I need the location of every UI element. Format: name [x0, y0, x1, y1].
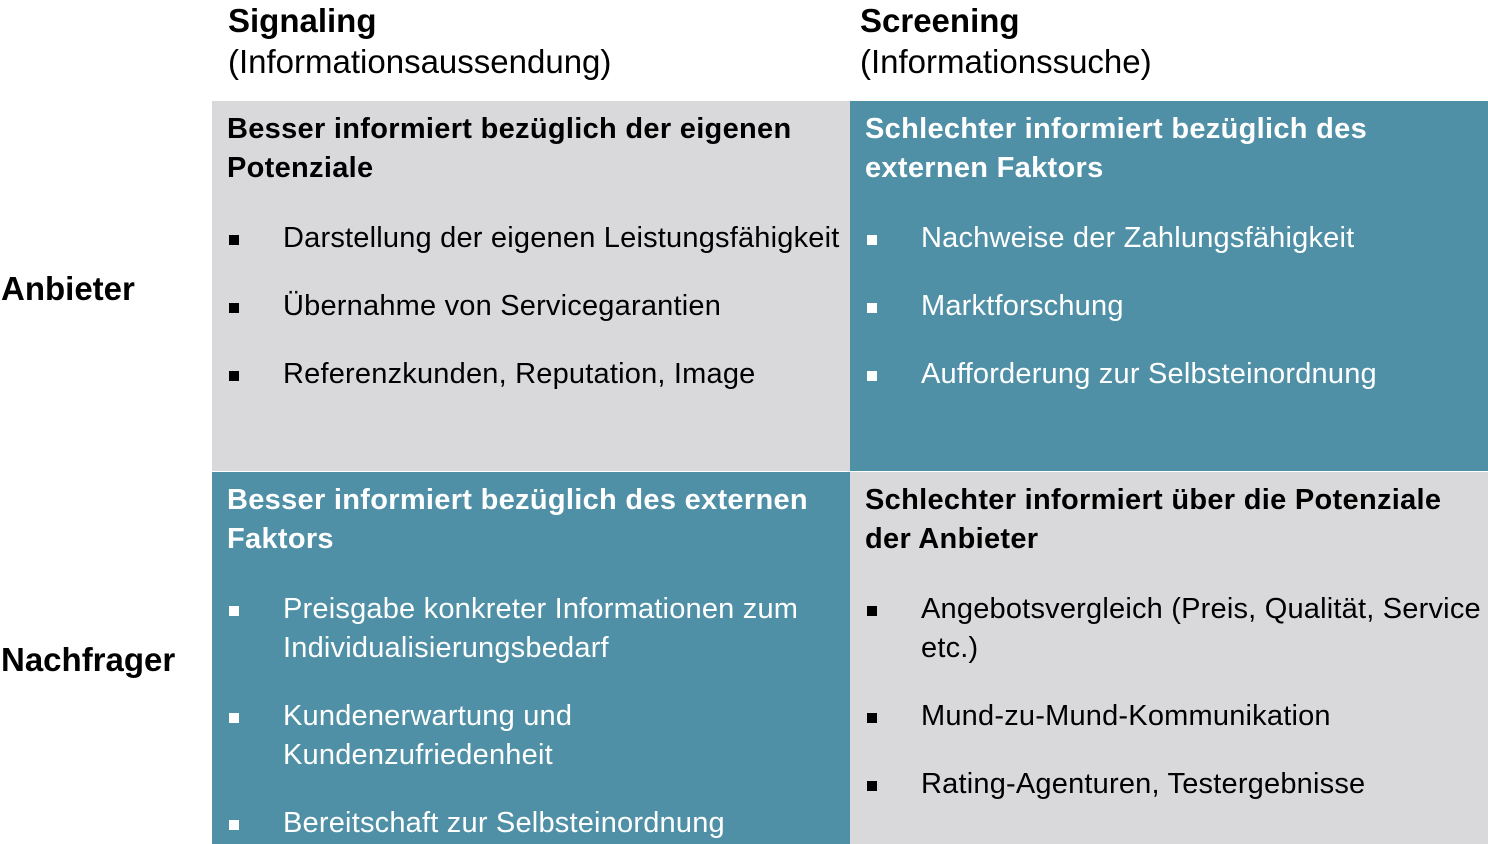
list-item — [865, 355, 1488, 394]
list-item — [865, 590, 1488, 668]
square-bullet-icon — [867, 235, 877, 245]
column-header-screening — [860, 0, 1152, 82]
square-bullet-icon — [867, 713, 877, 723]
cell-anbieter-signaling — [212, 101, 850, 471]
list-item — [227, 804, 850, 843]
cell-title: Schlechter informiert über die Potenziale der Anbieter — [865, 484, 1442, 555]
square-bullet-icon — [229, 303, 239, 313]
square-bullet-icon — [229, 371, 239, 381]
list-item-text: Nachweise der Zahlungsfähigkeit — [921, 222, 1355, 254]
list-item — [227, 697, 850, 775]
square-bullet-icon — [867, 606, 877, 616]
row-label-anbieter: Anbieter — [1, 270, 135, 307]
square-bullet-icon — [229, 606, 239, 616]
list-item-text: Referenzkunden, Reputation, Image — [283, 358, 756, 390]
bullet-list — [865, 590, 1488, 804]
square-bullet-icon — [229, 713, 239, 723]
column-title-screening: Screening — [860, 2, 1020, 39]
bullet-list — [865, 219, 1488, 394]
square-bullet-icon — [229, 820, 239, 830]
square-bullet-icon — [867, 371, 877, 381]
list-item-text: Kundenerwartung und Kundenzufriedenheit — [283, 700, 573, 771]
column-subtitle-signaling: (Informationsaussendung) — [228, 43, 612, 80]
column-title-signaling: Signaling — [228, 2, 377, 39]
list-item-text: Rating-Agenturen, Testergebnisse — [921, 768, 1366, 800]
list-item-text: Übernahme von Servicegarantien — [283, 290, 722, 322]
list-item — [227, 590, 850, 668]
square-bullet-icon — [229, 235, 239, 245]
list-item — [865, 697, 1488, 736]
list-item-text: Angebotsvergleich (Preis, Qualität, Service etc.) — [921, 593, 1481, 664]
column-header-signaling — [228, 0, 611, 82]
cell-title: Besser informiert bezüglich des externen Faktors — [227, 484, 808, 555]
cell-anbieter-screening — [850, 101, 1488, 471]
bullet-list — [227, 590, 850, 843]
cell-title: Besser informiert bezüglich der eigenen Potenziale — [227, 113, 792, 184]
cell-nachfrager-screening — [850, 472, 1488, 844]
cell-nachfrager-signaling — [212, 472, 850, 844]
list-item — [865, 219, 1488, 258]
bullet-list — [227, 219, 850, 394]
list-item — [865, 765, 1488, 804]
row-label-nachfrager: Nachfrager — [1, 641, 176, 678]
list-item — [227, 219, 850, 258]
list-item-text: Aufforderung zur Selbsteinordnung — [921, 358, 1377, 390]
list-item — [227, 355, 850, 394]
square-bullet-icon — [867, 303, 877, 313]
list-item-text: Preisgabe konkreter Informationen zum Individualisierungsbedarf — [283, 593, 799, 664]
square-bullet-icon — [867, 781, 877, 791]
list-item-text: Darstellung der eigenen Leistungsfähigkeit — [283, 222, 840, 254]
column-subtitle-screening: (Informationssuche) — [860, 43, 1152, 80]
list-item-text: Mund-zu-Mund-Kommunikation — [921, 700, 1331, 732]
list-item-text: Bereitschaft zur Selbsteinordnung — [283, 807, 725, 839]
cell-title: Schlechter informiert bezüglich des externen Faktors — [865, 113, 1367, 184]
list-item-text: Marktforschung — [921, 290, 1124, 322]
list-item — [227, 287, 850, 326]
list-item — [865, 287, 1488, 326]
